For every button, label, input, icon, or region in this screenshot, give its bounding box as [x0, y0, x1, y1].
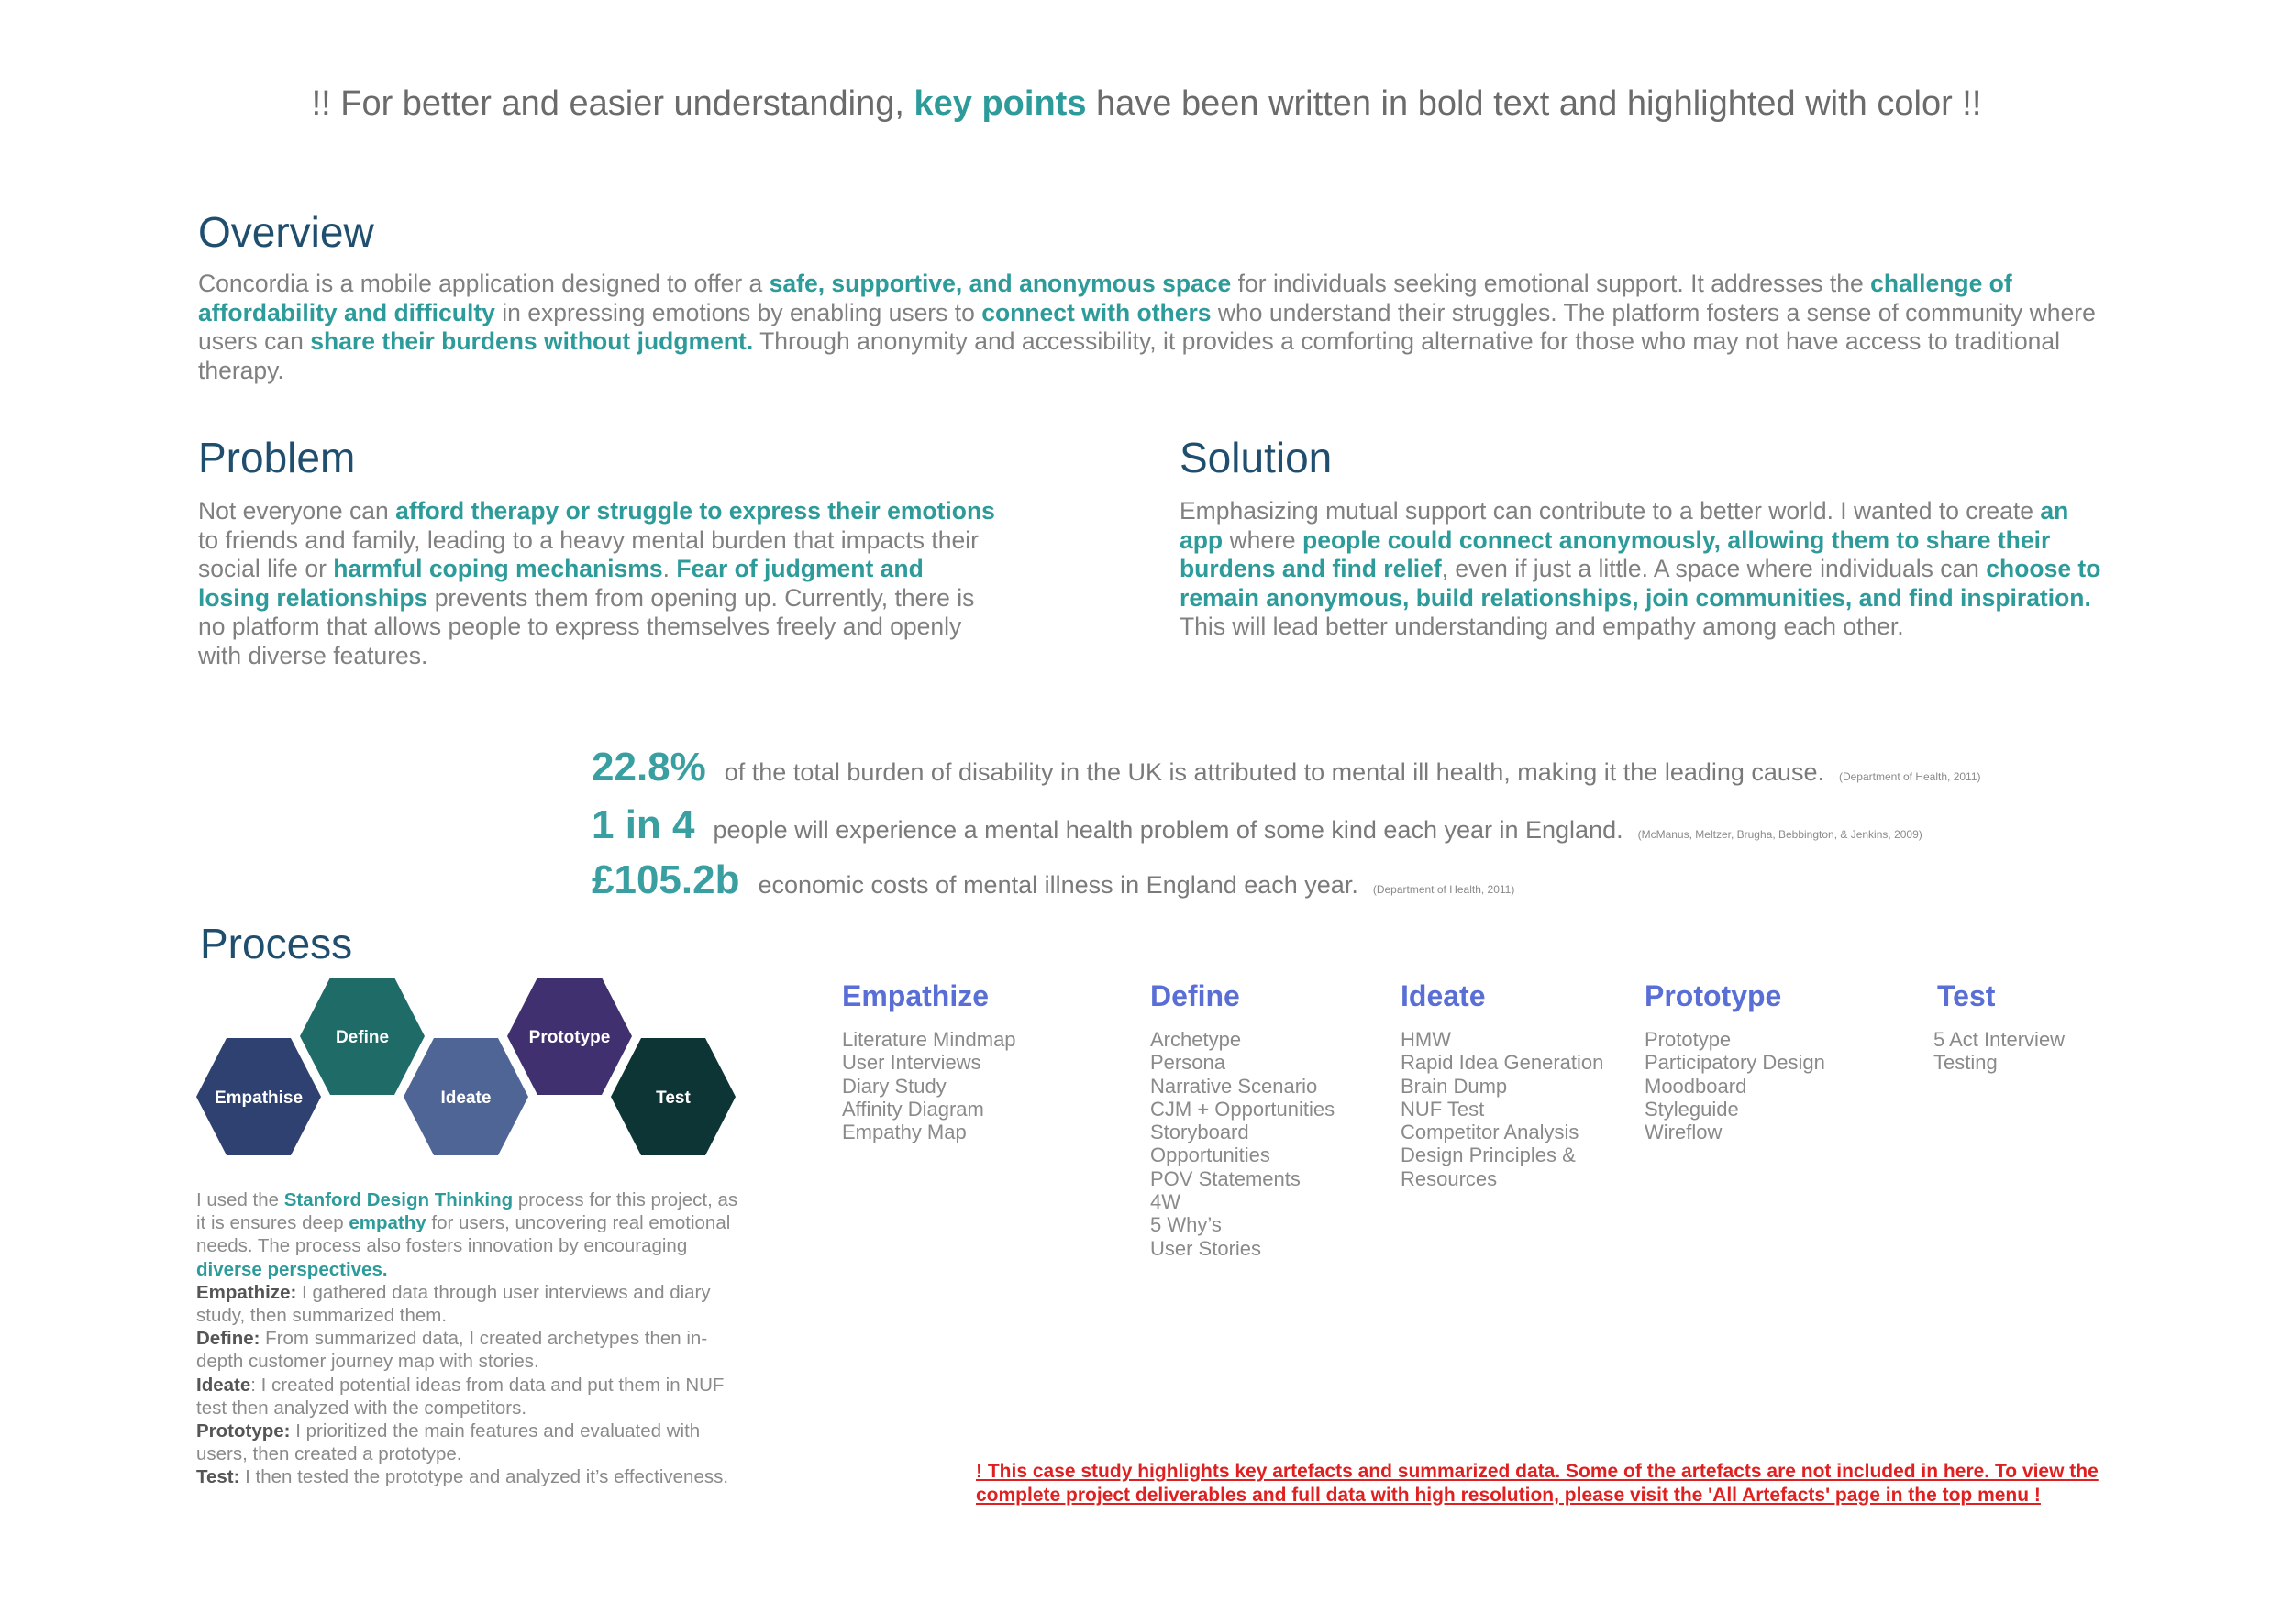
process-step: Ideate: I created potential ideas from data and put them in NUF test then analyzed with the competitors.	[196, 1374, 725, 1419]
stat-text: people will experience a mental health problem of some kind each year in England.	[713, 816, 1623, 844]
hexagon-define	[300, 978, 425, 1095]
stat-citation: (Department of Health, 2011)	[1838, 770, 1981, 783]
column-title: Prototype	[1645, 979, 1782, 1012]
process-column-prototype	[1645, 979, 1825, 1143]
list-item: Rapid Idea Generation	[1401, 1051, 1604, 1075]
process-column-test	[1933, 979, 2065, 1075]
stat-number: 22.8%	[592, 745, 706, 790]
list-item: Brain Dump	[1401, 1074, 1508, 1098]
list-item: Storyboard	[1150, 1121, 1249, 1144]
stat-text: economic costs of mental illness in England each year.	[758, 871, 1358, 899]
artefact-list	[1645, 1028, 1825, 1143]
stat-row	[592, 802, 1922, 848]
process-column-define	[1150, 979, 1335, 1260]
list-item: Persona	[1150, 1051, 1225, 1075]
column-title: Define	[1150, 979, 1240, 1012]
list-item: Testing	[1933, 1051, 1998, 1075]
list-item: Styleguide	[1645, 1097, 1739, 1121]
list-item: Participatory Design	[1645, 1051, 1825, 1075]
list-item: HMW	[1401, 1028, 1451, 1051]
problem-title: Problem	[198, 434, 356, 481]
list-item: Affinity Diagram	[842, 1097, 984, 1121]
hexagon-label: Test	[656, 1088, 691, 1108]
list-item: Wireflow	[1645, 1121, 1723, 1144]
list-item: Empathy Map	[842, 1121, 967, 1144]
process-step: Empathize: I gathered data through user interviews and diary study, then summarized them.	[196, 1281, 711, 1327]
hexagon-label: Ideate	[440, 1088, 492, 1108]
list-item: Design Principles &	[1401, 1143, 1576, 1167]
stat-row	[592, 745, 1981, 790]
process-title: Process	[200, 920, 353, 967]
stat-citation: (Department of Health, 2011)	[1372, 883, 1515, 896]
solution-title: Solution	[1180, 434, 1333, 481]
stat-citation: (McManus, Meltzer, Brugha, Bebbington, & Jenkins, 2009)	[1637, 828, 1922, 841]
list-item: NUF Test	[1401, 1097, 1485, 1121]
artefact-list	[1401, 1028, 1603, 1190]
process-description	[196, 1188, 747, 1489]
list-item: User Interviews	[842, 1051, 981, 1075]
stat-text: of the total burden of disability in the UK is attributed to mental ill health, making it the leading cause.	[724, 758, 1824, 786]
hexagon-ideate	[404, 1038, 528, 1155]
list-item: Narrative Scenario	[1150, 1074, 1318, 1098]
banner-text: !! For better and easier understanding,	[311, 84, 914, 123]
artefact-list	[1933, 1028, 2065, 1075]
artefact-list	[842, 1028, 1016, 1143]
hexagon-test	[611, 1038, 736, 1155]
list-item: Archetype	[1150, 1028, 1242, 1051]
stat-number: 1 in 4	[592, 802, 695, 847]
list-item: POV Statements	[1150, 1166, 1301, 1190]
list-item: Moodboard	[1645, 1074, 1747, 1098]
key-points-banner	[0, 84, 2293, 124]
column-title: Ideate	[1401, 979, 1486, 1012]
hexagon-label: Define	[335, 1028, 390, 1047]
list-item: 4W	[1150, 1190, 1180, 1214]
list-item: User Stories	[1150, 1236, 1262, 1260]
process-column-empathize	[842, 979, 1016, 1143]
banner-highlight: key points	[914, 84, 1087, 123]
solution-paragraph: Emphasizing mutual support can contribute to a better world. I wanted to create an app where people could connect anonymously, allowing them to share their burdens and find relief, even if just a little. A space where individuals can choose to remain anonymous, build relationships, join communities, and find inspiration. This will lead better understanding and empathy among each other.	[1180, 497, 2101, 640]
process-column-ideate	[1401, 979, 1603, 1190]
hexagon-empathise	[196, 1038, 321, 1155]
overview-paragraph: Concordia is a mobile application designed to offer a safe, supportive, and anonymous space for individuals seeking emotional support. It addresses the challenge of affordability and difficulty in expressing emotions by enabling users to connect with others who understand their struggles. The platform fosters a sense of community where users can share their burdens without judgment. Through anonymity and accessibility, it provides a comforting alternative for those who may not have access to traditional therapy.	[198, 270, 2096, 384]
list-item: 5 Why’s	[1150, 1213, 1222, 1237]
hexagon-prototype	[507, 978, 632, 1095]
list-item: Prototype	[1645, 1028, 1732, 1051]
process-intro: I used the Stanford Design Thinking process for this project, as it is ensures deep empathy for users, uncovering real emotional needs. The process also fosters innovation by encouraging diverse perspectives.	[196, 1189, 738, 1280]
process-step: Test: I then tested the prototype and analyzed it’s effectiveness.	[196, 1466, 729, 1488]
process-step: Define: From summarized data, I created archetypes then in-depth customer journey map with stories.	[196, 1328, 708, 1373]
design-thinking-hexagons	[193, 978, 752, 1161]
list-item: Resources	[1401, 1166, 1498, 1190]
column-title: Empathize	[842, 979, 990, 1012]
all-artefacts-notice[interactable]: ! This case study highlights key artefacts and summarized data. Some of the artefacts are not included in here. To view the complete project deliverables and full data with high resolution, please visit the 'All Artefacts' page in the top menu !	[976, 1461, 2099, 1506]
problem-paragraph: Not everyone can afford therapy or struggle to express their emotions to friends and family, leading to a heavy mental burden that impacts their social life or harmful coping mechanisms. Fear of judgment and losing relationships prevents them from opening up. Currently, there is no platform that allows people to express themselves freely and openly with diverse features.	[198, 497, 995, 669]
stat-number: £105.2b	[592, 857, 740, 902]
list-item: Diary Study	[842, 1074, 947, 1098]
list-item: 5 Act Interview	[1933, 1028, 2066, 1051]
overview-title: Overview	[198, 208, 374, 256]
artefact-list	[1150, 1028, 1335, 1260]
banner-text-end: have been written in bold text and highlighted with color !!	[1086, 84, 1982, 123]
list-item: Opportunities	[1150, 1143, 1270, 1167]
stat-row	[592, 857, 1514, 903]
list-item: Competitor Analysis	[1401, 1121, 1579, 1144]
list-item: CJM + Opportunities	[1150, 1097, 1335, 1121]
hexagon-label: Prototype	[528, 1028, 611, 1047]
list-item: Literature Mindmap	[842, 1028, 1016, 1051]
process-step: Prototype: I prioritized the main features and evaluated with users, then created a prototype.	[196, 1420, 701, 1465]
hexagon-label: Empathise	[214, 1088, 304, 1108]
column-title: Test	[1937, 979, 1996, 1012]
